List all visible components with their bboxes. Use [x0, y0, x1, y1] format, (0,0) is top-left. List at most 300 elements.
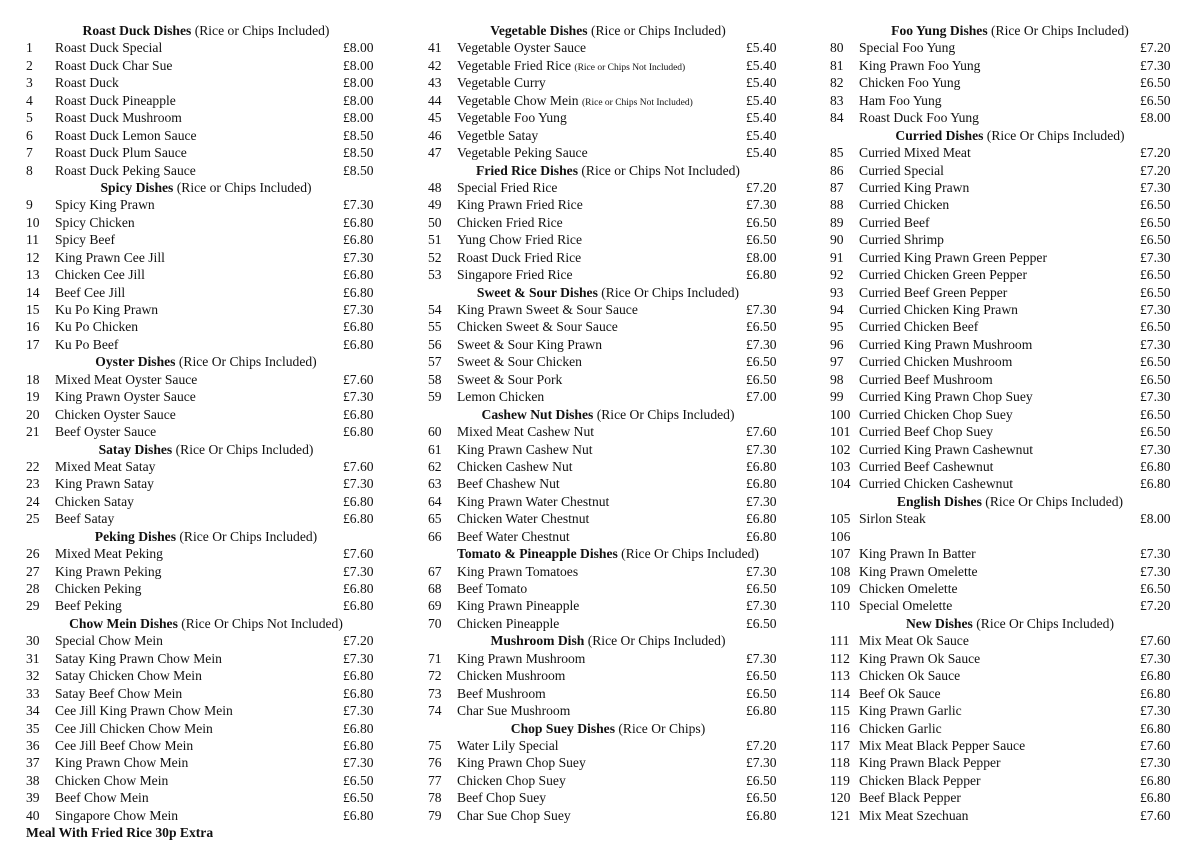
item-price: £7.20 [1140, 162, 1171, 178]
item-number: 24 [26, 493, 40, 509]
menu-column-2 [428, 22, 788, 824]
item-price: £5.40 [746, 40, 777, 56]
item-name [55, 737, 193, 754]
item-name [55, 545, 163, 562]
menu-item [428, 57, 788, 74]
menu-item [428, 109, 788, 126]
item-number: 25 [26, 511, 40, 527]
section-note: (Rice or Chips Included) [194, 23, 330, 38]
menu-item [428, 563, 788, 580]
item-price: £6.80 [746, 528, 777, 544]
menu-item [830, 632, 1190, 649]
item-price: £7.60 [343, 458, 374, 474]
item-price: £6.80 [343, 214, 374, 230]
item-price: £7.30 [1140, 650, 1171, 666]
item-name-text: Chicken Pineapple [457, 615, 560, 631]
item-name-text: Mix Meat Ok Sauce [859, 633, 969, 649]
item-name-text: Satay Beef Chow Mein [55, 685, 183, 701]
menu-item [830, 475, 1190, 492]
item-name [859, 754, 1001, 771]
item-name-text: Sweet & Sour King Prawn [457, 336, 602, 352]
item-name-text: Mix Meat Black Pepper Sauce [859, 737, 1026, 753]
menu-item [830, 196, 1190, 213]
item-name [55, 371, 197, 388]
menu-item [830, 179, 1190, 196]
item-name-text: Curried Beef [859, 214, 930, 230]
item-name-text: King Prawn Chow Mein [55, 755, 189, 771]
menu-item [428, 493, 788, 510]
item-price: £6.50 [1140, 354, 1171, 370]
item-price: £6.80 [746, 476, 777, 492]
item-name [55, 92, 176, 109]
item-number: 53 [428, 267, 442, 283]
item-name [457, 650, 585, 667]
item-name-text: Mixed Meat Oyster Sauce [55, 371, 198, 387]
item-price: £6.50 [1140, 75, 1171, 91]
menu-item [830, 510, 1190, 527]
menu-item [26, 475, 386, 492]
item-price: £6.80 [1140, 720, 1171, 736]
menu-item [830, 214, 1190, 231]
item-name [457, 196, 583, 213]
menu-item [428, 353, 788, 370]
item-name [55, 144, 187, 161]
section-title: Chop Suey Dishes [510, 720, 615, 736]
item-name-text: Special Omelette [859, 598, 953, 614]
section-title: Curried Dishes [895, 127, 984, 143]
menu-item [830, 39, 1190, 56]
item-name [55, 754, 188, 771]
item-name-text: Roast Duck Mushroom [55, 110, 182, 126]
item-name [55, 720, 213, 737]
item-number: 37 [26, 755, 40, 771]
item-number: 9 [26, 197, 33, 213]
item-name [457, 318, 618, 335]
menu-item [26, 650, 386, 667]
section-note: (Rice Or Chips Included) [601, 284, 740, 300]
menu-item [26, 92, 386, 109]
item-name-text: Spicy Chicken [55, 214, 135, 230]
item-name [457, 615, 559, 632]
item-name-text: Special Chow Mein [55, 633, 163, 649]
item-name [55, 493, 134, 510]
item-name-text: Beef Peking [55, 598, 122, 614]
item-price: £6.80 [343, 424, 374, 440]
item-number: 96 [830, 336, 844, 352]
item-number: 57 [428, 354, 442, 370]
item-name [859, 475, 1013, 492]
item-name-text: Curried Beef Cashewnut [859, 458, 994, 474]
item-name-text: Roast Duck Char Sue [55, 57, 173, 73]
item-number: 109 [830, 581, 851, 596]
menu-item [830, 301, 1190, 318]
menu-item [428, 144, 788, 161]
item-number: 121 [830, 807, 851, 823]
menu-item [26, 720, 386, 737]
menu-item [26, 667, 386, 684]
menu-item [428, 458, 788, 475]
item-number: 91 [830, 249, 844, 265]
section-title: New Dishes [905, 615, 973, 631]
section-title: Foo Yung Dishes [891, 23, 988, 38]
item-name-text: Curried King Prawn Chop Suey [859, 389, 1033, 405]
menu-item [830, 441, 1190, 458]
item-name-text: Roast Duck Fried Rice [457, 249, 582, 265]
item-number: 89 [830, 214, 844, 230]
item-name-text: Chicken Black Pepper [859, 772, 981, 788]
item-name [859, 284, 1007, 301]
item-price: £7.60 [746, 424, 777, 440]
item-name-text: Curried Chicken Cashewnut [859, 476, 1014, 492]
section-heading [428, 545, 788, 562]
item-number: 73 [428, 685, 442, 701]
menu-item [428, 74, 788, 91]
menu-item [428, 510, 788, 527]
menu-item [26, 754, 386, 771]
item-price: £6.50 [1140, 284, 1171, 300]
item-name-text: Chicken Sweet & Sour Sauce [457, 319, 618, 335]
section-title: Cashew Nut Dishes [481, 406, 594, 422]
item-number: 40 [26, 807, 40, 823]
item-name-text: Sweet & Sour Pork [457, 371, 563, 387]
item-name-text: Roast Duck Peking Sauce [55, 162, 196, 178]
section-heading [428, 632, 788, 649]
menu-item [830, 563, 1190, 580]
item-price: £6.50 [746, 371, 777, 387]
item-number: 2 [26, 57, 33, 73]
menu-item [26, 597, 386, 614]
item-name [457, 109, 567, 126]
section-title: Fried Rice Dishes [476, 162, 578, 178]
item-name [859, 196, 949, 213]
menu-item [830, 231, 1190, 248]
menu-item [830, 772, 1190, 789]
item-number: 116 [830, 720, 850, 736]
item-name [859, 144, 971, 161]
menu-item [428, 702, 788, 719]
item-number: 18 [26, 371, 40, 387]
item-number: 46 [428, 127, 442, 143]
section-heading [26, 528, 386, 545]
item-price: £7.30 [1140, 389, 1171, 405]
item-name [859, 249, 1047, 266]
menu-item [428, 214, 788, 231]
item-name [859, 353, 1012, 370]
item-name-text: Cee Jill Chicken Chow Mein [55, 720, 213, 736]
item-name-text: Curried Mixed Meat [859, 145, 971, 161]
item-name-text: Roast Duck Plum Sauce [55, 145, 187, 161]
menu-item [830, 371, 1190, 388]
item-price: £7.20 [1140, 145, 1171, 161]
item-number: 58 [428, 371, 442, 387]
item-name-text: Roast Duck Lemon Sauce [55, 127, 197, 143]
item-name-text: King Prawn Ok Sauce [859, 650, 981, 666]
menu-item [26, 737, 386, 754]
item-name-text: Curried Beef Mushroom [859, 371, 993, 387]
item-price: £6.50 [746, 214, 777, 230]
item-price: £7.60 [343, 371, 374, 387]
item-price: £6.80 [343, 581, 374, 596]
item-name-text: Curried Chicken Green Pepper [859, 267, 1027, 283]
menu-item [26, 563, 386, 580]
item-number: 86 [830, 162, 844, 178]
menu-item [26, 685, 386, 702]
menu-item [428, 807, 788, 824]
menu-item [26, 109, 386, 126]
item-name-text: King Prawn Peking [55, 563, 162, 579]
item-price: £8.00 [343, 40, 374, 56]
item-number: 106 [830, 528, 851, 544]
item-name-text: Chicken Ok Sauce [859, 668, 961, 684]
item-number: 63 [428, 476, 442, 492]
item-number: 79 [428, 807, 442, 823]
item-name [859, 109, 979, 126]
item-name [457, 737, 559, 754]
menu-item [830, 162, 1190, 179]
item-number: 44 [428, 92, 442, 108]
menu-item [26, 39, 386, 56]
item-name-text: Chicken Oyster Sauce [55, 406, 176, 422]
section-note: (Rice or Chips Included) [590, 23, 726, 38]
item-number: 72 [428, 668, 442, 684]
item-number: 59 [428, 389, 442, 405]
menu-item [26, 388, 386, 405]
item-price: £7.30 [343, 249, 374, 265]
item-number: 8 [26, 162, 33, 178]
item-name [859, 214, 930, 231]
section-heading [428, 22, 788, 39]
menu-item [428, 249, 788, 266]
menu-item [26, 266, 386, 283]
item-number: 90 [830, 232, 844, 248]
item-name-text: Char Sue Chop Suey [457, 807, 571, 823]
menu-item [26, 406, 386, 423]
menu-column-3 [830, 22, 1190, 824]
item-name [859, 39, 955, 56]
item-number: 42 [428, 57, 442, 73]
item-name-text: Lemon Chicken [457, 389, 545, 405]
item-name-text: Sweet & Sour Chicken [457, 354, 582, 370]
item-number: 62 [428, 458, 442, 474]
item-number: 15 [26, 302, 40, 317]
item-price: £8.50 [343, 145, 374, 161]
item-name [55, 336, 118, 353]
menu-item [26, 789, 386, 806]
item-name-text: King Prawn Water Chestnut [457, 493, 610, 509]
item-price: £6.80 [343, 737, 374, 753]
menu-item [428, 231, 788, 248]
menu-item [830, 737, 1190, 754]
item-price: £8.50 [343, 127, 374, 143]
item-price: £7.30 [1140, 57, 1171, 73]
item-number: 77 [428, 772, 442, 788]
section-title: Tomato & Pineapple Dishes [457, 546, 618, 562]
item-name [457, 74, 546, 91]
item-number: 105 [830, 511, 851, 527]
item-name-text: Curried Chicken [859, 197, 950, 213]
menu-item [26, 545, 386, 562]
menu-item [830, 754, 1190, 771]
section-heading [26, 441, 386, 458]
item-price: £6.80 [343, 720, 374, 736]
item-number: 1 [26, 40, 33, 56]
item-price: £8.00 [1140, 110, 1171, 126]
item-name-text: King Prawn Fried Rice [457, 197, 583, 213]
item-name-text: Yung Chow Fried Rice [457, 232, 582, 248]
item-price: £6.50 [1140, 406, 1171, 422]
item-name [859, 789, 961, 806]
item-name [55, 127, 197, 144]
item-price: £7.30 [1140, 563, 1171, 579]
menu-item [26, 580, 386, 597]
item-name-text: Beef Cee Jill [55, 284, 126, 300]
item-price: £6.50 [1140, 267, 1171, 283]
item-name [859, 772, 981, 789]
item-name-text: King Prawn Oyster Sauce [55, 389, 196, 405]
item-name-text: Cee Jill Beef Chow Mein [55, 737, 194, 753]
item-price: £6.80 [746, 703, 777, 719]
item-price: £6.50 [1140, 319, 1171, 335]
menu-item [830, 74, 1190, 91]
item-number: 110 [830, 598, 850, 614]
item-name [859, 580, 958, 597]
item-price: £6.50 [746, 232, 777, 248]
item-name [457, 685, 546, 702]
section-note: (Rice Or Chips) [618, 720, 706, 736]
item-name [55, 807, 178, 824]
item-price: £7.20 [343, 633, 374, 649]
item-name [457, 249, 581, 266]
item-number: 3 [26, 75, 33, 91]
item-name-text: Sirlon Steak [859, 511, 926, 527]
item-name-text: Beef Satay [55, 511, 115, 527]
item-price: £6.50 [746, 319, 777, 335]
item-name [55, 388, 196, 405]
item-price: £7.60 [343, 546, 374, 562]
item-number: 20 [26, 406, 40, 422]
item-name [457, 371, 562, 388]
item-name [457, 301, 638, 318]
section-note: (Rice Or Chips Included) [179, 528, 318, 544]
item-note: (Rice or Chips Not Included) [574, 62, 686, 73]
item-name-text: Cee Jill King Prawn Chow Mein [55, 703, 233, 719]
item-price: £7.30 [1140, 336, 1171, 352]
menu-item [830, 406, 1190, 423]
item-price: £6.50 [1140, 214, 1171, 230]
menu-item [428, 685, 788, 702]
menu-item [830, 92, 1190, 109]
item-price: £6.80 [343, 598, 374, 614]
item-price: £7.00 [746, 389, 777, 405]
menu-item [428, 196, 788, 213]
item-name-text: Chicken Cee Jill [55, 267, 145, 283]
menu-item [428, 528, 788, 545]
menu-item [428, 388, 788, 405]
menu-item [830, 249, 1190, 266]
item-number: 71 [428, 650, 442, 666]
item-name-text: King Prawn Omelette [859, 563, 978, 579]
item-name-text: Beef Chashew Nut [457, 476, 560, 492]
item-name-text: King Prawn Garlic [859, 703, 962, 719]
item-number: 43 [428, 75, 442, 91]
item-price: £6.80 [343, 319, 374, 335]
item-name [859, 266, 1027, 283]
menu-item [26, 214, 386, 231]
item-number: 16 [26, 319, 40, 335]
item-name [55, 74, 119, 91]
section-heading [830, 22, 1190, 39]
item-number: 13 [26, 267, 40, 283]
item-name [457, 475, 560, 492]
item-name [457, 807, 571, 824]
item-name-text: Mixed Meat Peking [55, 546, 163, 562]
item-number: 104 [830, 476, 851, 492]
item-number: 117 [830, 737, 850, 753]
section-title: Roast Duck Dishes [82, 23, 192, 38]
item-number: 10 [26, 214, 40, 230]
item-name [55, 57, 172, 74]
section-note: (Rice Or Chips Included) [985, 493, 1124, 509]
item-price: £6.80 [343, 493, 374, 509]
item-name [457, 127, 538, 144]
item-name [457, 179, 557, 196]
item-number: 85 [830, 145, 844, 161]
item-name [55, 597, 122, 614]
item-price: £6.50 [1140, 197, 1171, 213]
item-name [859, 545, 976, 562]
menu-item [830, 789, 1190, 806]
item-number: 81 [830, 57, 844, 73]
item-price: £7.30 [746, 302, 777, 317]
menu-item [830, 807, 1190, 824]
item-number: 114 [830, 685, 850, 701]
item-name-text: Ku Po King Prawn [55, 302, 159, 317]
item-price: £6.80 [746, 267, 777, 283]
menu-item [26, 493, 386, 510]
item-name-text: Water Lily Special [457, 737, 559, 753]
item-name-text: Beef Ok Sauce [859, 685, 941, 701]
item-name-text: Satay King Prawn Chow Mein [55, 650, 222, 666]
menu-item [428, 737, 788, 754]
item-number: 23 [26, 476, 40, 492]
menu-item [26, 301, 386, 318]
item-name-text: Vegetable Foo Yung [457, 110, 567, 126]
item-name [457, 754, 586, 771]
item-name [457, 458, 573, 475]
item-name-text: Chicken Chow Mein [55, 772, 169, 788]
menu-item [428, 318, 788, 335]
item-name-text: Curried King Prawn Cashewnut [859, 441, 1034, 457]
item-name [859, 667, 960, 684]
item-price: £7.30 [746, 493, 777, 509]
item-price: £6.80 [343, 336, 374, 352]
item-name-text: King Prawn Sweet & Sour Sauce [457, 302, 638, 317]
item-price: £6.80 [1140, 458, 1171, 474]
item-name [457, 441, 593, 458]
menu-item [26, 458, 386, 475]
item-number: 22 [26, 458, 40, 474]
item-number: 65 [428, 511, 442, 527]
menu-item [830, 702, 1190, 719]
item-name [859, 597, 952, 614]
item-number: 27 [26, 563, 40, 579]
item-name-text: Vegetable Peking Sauce [457, 145, 588, 161]
item-name [859, 301, 1018, 318]
menu-item [428, 127, 788, 144]
item-name [457, 353, 582, 370]
menu-item [26, 423, 386, 440]
item-price: £6.50 [1140, 371, 1171, 387]
